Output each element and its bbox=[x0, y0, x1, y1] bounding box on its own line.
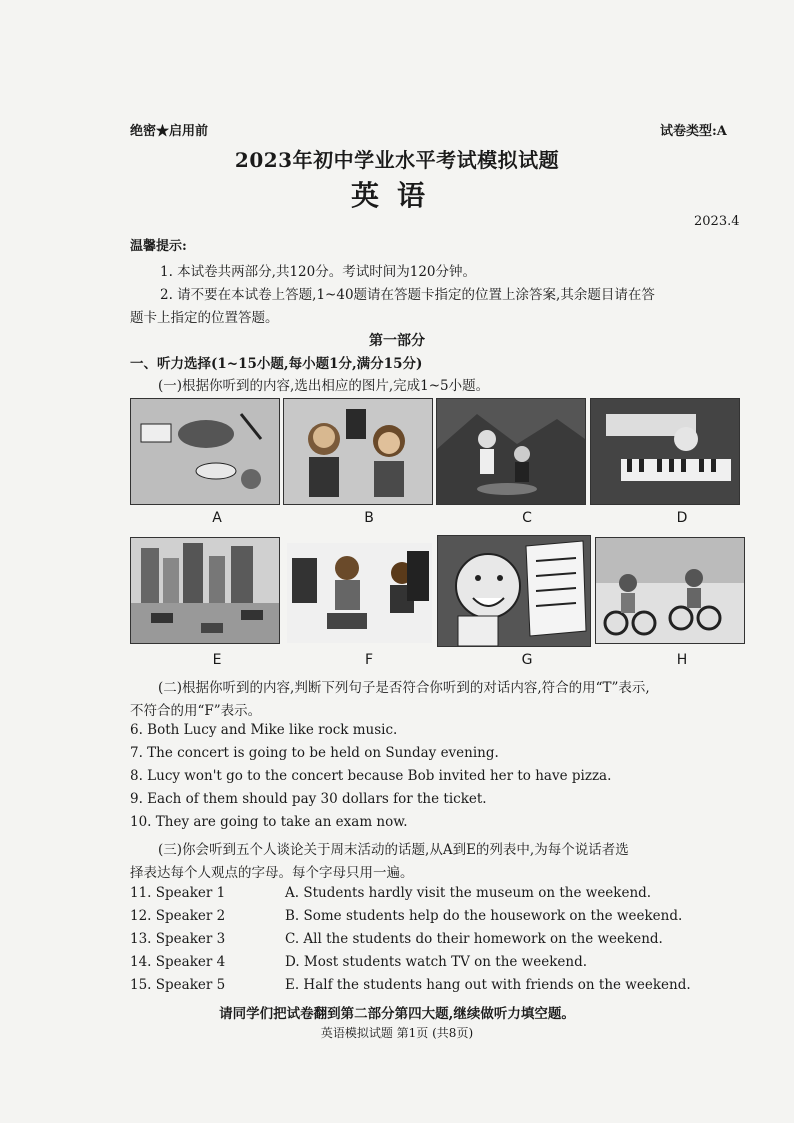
tip-line-2: 2. 请不要在本试卷上答题,1~40题请在答题卡指定的位置上涂答案,其余题目请在答 bbox=[160, 287, 655, 303]
cycling-kids-icon bbox=[595, 537, 745, 644]
exam-title: 2023年初中学业水平考试模拟试题 bbox=[234, 148, 560, 172]
tip-line-1: 1. 本试卷共两部分,共120分。考试时间为120分钟。 bbox=[160, 264, 476, 280]
paper-type: 试卷类型:A bbox=[660, 124, 727, 139]
confidential-label: 绝密★启用前 bbox=[130, 124, 209, 139]
statement-9: 9. Each of them should pay 30 dollars for the ticket. bbox=[130, 791, 487, 807]
subsection-3-instructions-line1: (三)你会听到五个人谈论关于周末活动的话题,从A到E的列表中,为每个说话者选 bbox=[158, 842, 629, 858]
speaker-11: 11. Speaker 1 bbox=[130, 885, 226, 901]
picnic-scene-icon bbox=[130, 398, 280, 505]
report-card-icon bbox=[437, 535, 591, 647]
statement-10: 10. They are going to take an exam now. bbox=[130, 814, 408, 830]
picture-label-c: C bbox=[522, 510, 532, 526]
option-c: C. All the students do their homework on the weekend. bbox=[285, 931, 663, 947]
tips-heading: 温馨提示: bbox=[130, 239, 187, 254]
statement-8: 8. Lucy won't go to the concert because Bob invited her to have pizza. bbox=[130, 768, 612, 784]
picture-label-h: H bbox=[676, 652, 688, 668]
option-a: A. Students hardly visit the museum on the weekend. bbox=[285, 885, 652, 901]
subject-title: 英语 bbox=[350, 179, 443, 212]
piano-player-icon bbox=[590, 398, 740, 505]
statement-6: 6. Both Lucy and Mike like rock music. bbox=[130, 722, 398, 738]
exam-date: 2023.4 bbox=[694, 214, 740, 229]
subsection-2-instructions-line2: 不符合的用“F”表示。 bbox=[130, 703, 262, 719]
picture-label-b: B bbox=[364, 510, 374, 526]
subsection-2-instructions-line1: (二)根据你听到的内容,判断下列句子是否符合你听到的对话内容,符合的用“T”表示, bbox=[158, 680, 650, 696]
turn-page-notice: 请同学们把试卷翻到第二部分第四大题,继续做听力填空题。 bbox=[219, 1006, 575, 1022]
option-e: E. Half the students hang out with friends on the weekend. bbox=[285, 977, 691, 993]
page-footer: 英语模拟试题 第1页 (共8页) bbox=[320, 1026, 474, 1040]
picture-label-d: D bbox=[676, 510, 688, 526]
picture-label-g: G bbox=[521, 652, 533, 668]
speaker-15: 15. Speaker 5 bbox=[130, 977, 226, 993]
picture-label-e: E bbox=[212, 652, 222, 668]
statement-7: 7. The concert is going to be held on Sunday evening. bbox=[130, 745, 499, 761]
kids-playing-icon bbox=[287, 543, 432, 643]
speaker-12: 12. Speaker 2 bbox=[130, 908, 226, 924]
tip-line-3: 题卡上指定的位置答题。 bbox=[130, 310, 279, 326]
picture-label-a: A bbox=[212, 510, 222, 526]
option-b: B. Some students help do the housework on the weekend. bbox=[285, 908, 683, 924]
section-listening-title: 一、听力选择(1~15小题,每小题1分,满分15分) bbox=[130, 356, 423, 372]
speaker-14: 14. Speaker 4 bbox=[130, 954, 226, 970]
picture-label-f: F bbox=[364, 652, 374, 668]
part-one-title: 第一部分 bbox=[369, 333, 425, 349]
camping-scene-icon bbox=[436, 398, 586, 505]
concert-friends-icon bbox=[283, 398, 433, 505]
subsection-3-instructions-line2: 择表达每个人观点的字母。每个字母只用一遍。 bbox=[130, 865, 414, 881]
speaker-13: 13. Speaker 3 bbox=[130, 931, 226, 947]
city-traffic-icon bbox=[130, 537, 280, 644]
option-d: D. Most students watch TV on the weekend. bbox=[285, 954, 588, 970]
subsection-1-instructions: (一)根据你听到的内容,选出相应的图片,完成1~5小题。 bbox=[158, 378, 490, 394]
